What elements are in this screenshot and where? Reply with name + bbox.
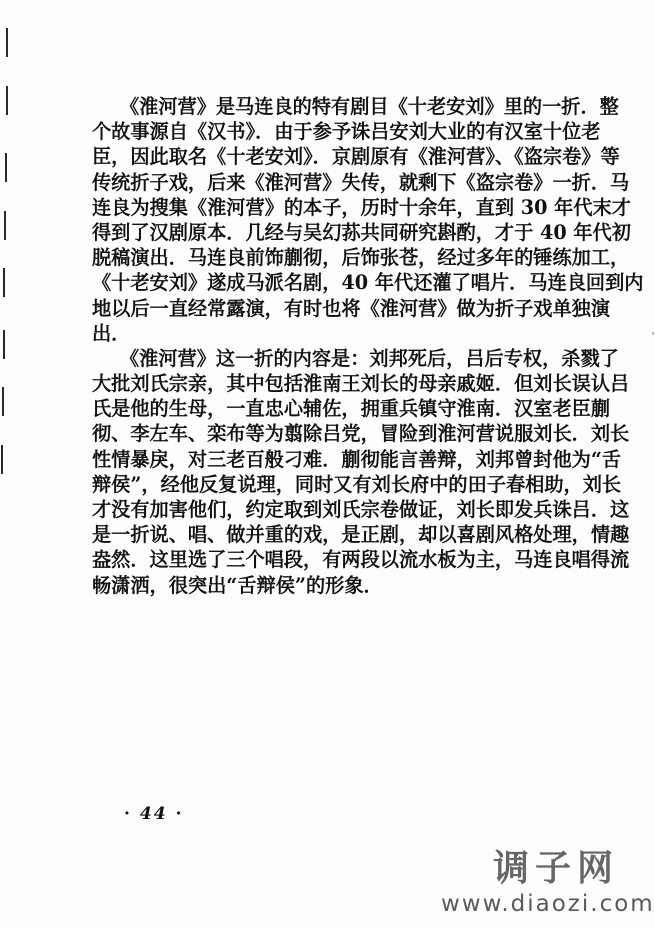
margin-mark [2,387,4,416]
text-line: 是一折说、唱、做并重的戏，是正剧，却以喜剧风格处理，情趣 [92,523,630,547]
page-number-dot: · [124,804,132,824]
text-line: 《淮河营》是马连良的特有剧目《十老安刘》里的一折．整 [120,95,619,118]
margin-mark [6,86,8,115]
margin-mark [3,330,5,359]
body-text [92,94,644,598]
text-line: 性情暴戾，对三老百般刁难．蒯彻能言善辩，刘邦曾封他为“舌 [92,447,622,471]
text-line: 大批刘氏宗亲，其中包括淮南王刘长的母亲戚姬．但刘长误认吕 [92,372,630,396]
site-watermark [441,848,655,918]
text-line: 得到了汉剧原本．几经与吴幻荪共同研究斟酌，才于 40 年代初 [92,220,631,244]
margin-mark [5,153,7,182]
text-line: 《十老安刘》遂成马派名剧，40 年代还灌了唱片．马连良回到内 [92,271,644,295]
margin-mark [4,211,6,240]
text-line: 地以后一直经常露演，有时也将《淮河营》做为折子戏单独演 [92,296,611,320]
text-line: 辩侯”，经他反复说理，同时又有刘长府中的田子春相助，刘长 [92,472,622,496]
watermark-url: www.diaozi.com [441,891,655,917]
text-line: 传统折子戏，后来《淮河营》失传，就剩下《盗宗卷》一折．马 [92,170,630,194]
page-number [116,804,192,824]
paragraph-1 [92,94,644,346]
text-line: 个故事源自《汉书》．由于参予诛吕安刘大业的有汉室十位老 [92,120,601,144]
text-line: 臣，因此取名《十老安刘》．京剧原有《淮河营》、《盗宗卷》等 [92,145,620,169]
text-line: 连良为搜集《淮河营》的本子，历时十余年，直到 30 年代末才 [92,195,631,219]
paragraph-2 [92,346,630,598]
binding-margin-marks [0,0,20,500]
margin-mark [3,268,5,297]
text-line: 彻、李左车、栾布等为翦除吕党，冒险到淮河营说服刘长．刘长 [92,422,630,446]
scan-speck [652,332,654,335]
margin-mark [6,28,8,57]
margin-mark [1,445,3,474]
page-number-dot: · [175,804,184,824]
text-line: 脱稿演出．马连良前饰蒯彻，后饰张苍，经过多年的锤练加工， [92,246,630,270]
text-line: 氏是他的生母，一直忠心辅佐，拥重兵镇守淮南．汉室老臣蒯 [92,397,611,421]
text-line: 畅潇洒，很突出“舌辩侯”的形象． [92,573,383,597]
text-line: 出． [92,321,131,345]
text-line: 《淮河营》这一折的内容是：刘邦死后，吕后专权，杀戮了 [120,346,619,370]
watermark-title: 调子网 [492,848,619,889]
text-line: 盎然．这里选了三个唱段，有两段以流水板为主，马连良唱得流 [92,548,630,572]
page-number-value: 44 [139,804,168,824]
text-line: 才没有加害他们，约定取到刘氏宗卷做证，刘长即发兵诛吕．这 [92,498,630,521]
